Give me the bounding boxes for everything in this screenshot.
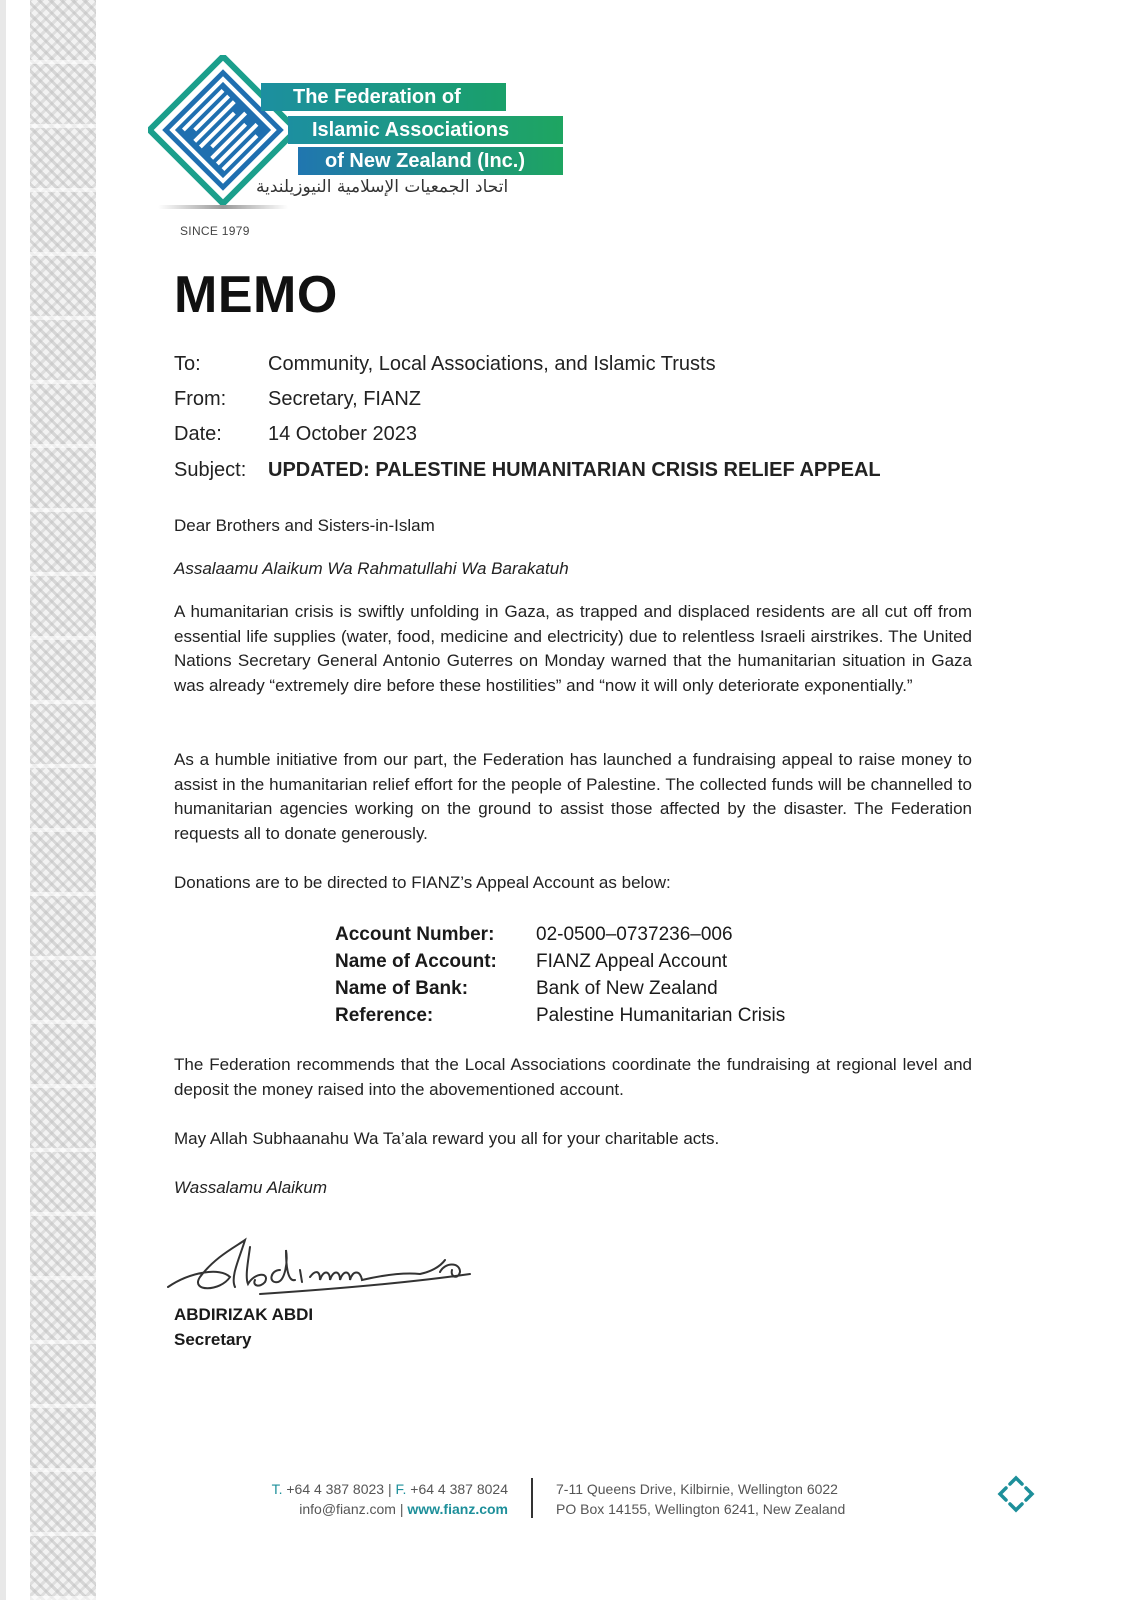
logo-banner-line-3 (298, 147, 563, 175)
subject-label: Subject: (174, 459, 247, 481)
to-value: Community, Local Associations, and Islamic Trusts (268, 353, 716, 375)
signatory-title: Secretary (174, 1330, 252, 1349)
logo-banner-line-2 (288, 116, 563, 144)
footer-divider (531, 1478, 533, 1518)
reference-value: Palestine Humanitarian Crisis (536, 1005, 786, 1026)
signatory-name: ABDIRIZAK ABDI (174, 1305, 314, 1324)
date-value: 14 October 2023 (268, 423, 417, 445)
address-line-2: PO Box 14155, Wellington 6241, New Zealand (556, 1501, 846, 1517)
account-name-label: Name of Account: (335, 951, 497, 972)
since-year: SINCE 1979 (180, 224, 250, 238)
logo-shadow (158, 205, 288, 209)
to-label: To: (174, 353, 201, 375)
from-value: Secretary, FIANZ (268, 388, 421, 410)
from-label: From: (174, 388, 227, 410)
bank-name-value: Bank of New Zealand (536, 978, 718, 999)
account-name-value: FIANZ Appeal Account (536, 951, 728, 972)
logo-text-line-2: Islamic Associations (312, 119, 510, 141)
logo-text-line-3: of New Zealand (Inc.) (325, 150, 526, 172)
fianz-diamond-small-icon (996, 1474, 1036, 1514)
closing-paragraph-1: The Federation recommends that the Local Associations coordinate the fundraising at regional level and deposit the money raised into the abovementioned account. (174, 1055, 972, 1099)
body-paragraph-2: As a humble initiative from our part, the Federation has launched a fundraising appeal to raise money to assist in the humanitarian relief effort for the people of Palestine. The collected funds will be channelled to humanitarian agencies working on the ground to assist those affected by the disaster. The Federation requests all to donate generously. (174, 750, 972, 843)
valediction: Wassalamu Alaikum (174, 1178, 328, 1197)
email-link[interactable]: info@fianz.com (299, 1501, 396, 1517)
footer-address (556, 1479, 845, 1519)
phone-prefix: T. (271, 1481, 283, 1497)
reference-label: Reference: (335, 1005, 434, 1026)
account-number-label: Account Number: (335, 924, 495, 945)
signature-icon (160, 1232, 480, 1302)
footer-contact (222, 1479, 508, 1519)
website-link[interactable]: www.fianz.com (407, 1501, 508, 1517)
address-line-1: 7-11 Queens Drive, Kilbirnie, Wellington 6022 (556, 1481, 838, 1497)
donation-instructions: Donations are to be directed to FIANZ’s Appeal Account as below: (174, 873, 671, 892)
memo-title: MEMO (174, 266, 338, 324)
closing-paragraph-2: May Allah Subhaanahu Wa Ta’ala reward you all for your charitable acts. (174, 1129, 720, 1148)
fax-prefix: F. (395, 1481, 407, 1497)
page-edge (0, 0, 6, 1600)
footer-separator: | (387, 1481, 392, 1497)
account-number-value: 02-0500–0737236–006 (536, 924, 733, 945)
subject-value: UPDATED: PALESTINE HUMANITARIAN CRISIS RELIEF APPEAL (268, 459, 881, 481)
footer-email-web-line (222, 1499, 508, 1519)
logo-text-line-1: The Federation of (293, 86, 461, 108)
bank-name-label: Name of Bank: (335, 978, 469, 999)
salutation: Dear Brothers and Sisters-in-Islam (174, 516, 435, 535)
organization-logo (148, 55, 568, 215)
footer-separator: | (399, 1501, 404, 1517)
fax-number: +64 4 387 8024 (410, 1481, 508, 1497)
greeting: Assalaamu Alaikum Wa Rahmatullahi Wa Barakatuh (174, 559, 569, 578)
logo-banner-line-1 (261, 83, 506, 111)
body-paragraph-1: A humanitarian crisis is swiftly unfolding in Gaza, as trapped and displaced residents are all cut off from essential life supplies (water, food, medicine and electricity) due to relentless Israeli airstrikes. The United Nations Secretary General Antonio Guterres on Monday warned that the humanitarian situation in Gaza was already “extremely dire before these hostilities” and “now it will only deteriorate exponentially.” (174, 602, 972, 695)
phone-number: +64 4 387 8023 (286, 1481, 385, 1497)
decorative-pattern-strip (30, 0, 96, 1600)
date-label: Date: (174, 423, 222, 445)
footer-phone-fax-line (222, 1479, 508, 1499)
logo-arabic-name: اتحاد الجمعيات الإسلامية النيوزيلندية (256, 177, 509, 197)
